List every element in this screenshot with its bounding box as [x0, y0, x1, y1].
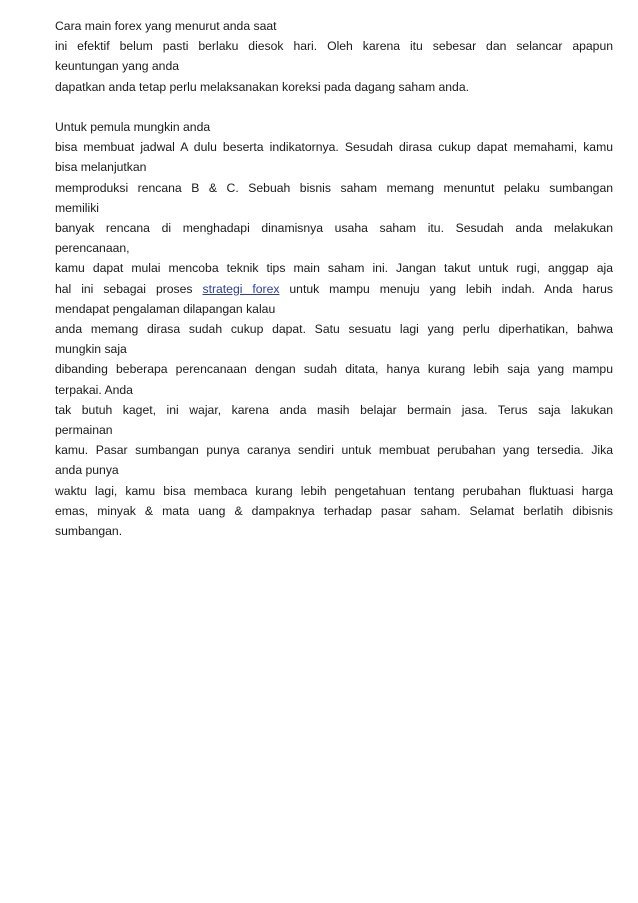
- text-line: dibanding beberapa perencanaan dengan sudah ditata, hanya kurang lebih saja yang mampu: [55, 362, 613, 377]
- text-line: terpakai. Anda: [55, 382, 133, 397]
- text-line-with-link: [55, 279, 613, 299]
- text-line: emas, minyak & mata uang & dampaknya terhadap pasar saham. Selamat berlatih dibisnis: [55, 503, 613, 518]
- document-page: [55, 16, 613, 541]
- paragraph-body: [55, 117, 613, 541]
- text-line: mungkin saja: [55, 342, 127, 357]
- text-line: banyak rencana di menghadapi dinamisnya usaha saham itu. Sesudah anda melakukan: [55, 221, 613, 236]
- text-line: sumbangan.: [55, 524, 123, 539]
- strategi-forex-link[interactable]: strategi forex: [202, 281, 280, 296]
- text-line: memproduksi rencana B & C. Sebuah bisnis saham memang menuntut pelaku sumbangan: [55, 180, 613, 195]
- text-line: kamu. Pasar sumbangan punya caranya sendiri untuk membuat perubahan yang tersedia. Jika: [55, 443, 613, 458]
- text-line: perencanaan,: [55, 241, 130, 256]
- text-line: keuntungan yang anda: [55, 59, 180, 74]
- text-line: ini efektif belum pasti berlaku diesok hari. Oleh karena itu sebesar dan selancar apapun: [55, 39, 613, 54]
- paragraph-intro: [55, 16, 613, 97]
- text-line: Untuk pemula mungkin anda: [55, 120, 211, 134]
- text-line: Cara main forex yang menurut anda saat: [55, 19, 277, 33]
- text-line: waktu lagi, kamu bisa membaca kurang lebih pengetahuan tentang perubahan fluktuasi harga: [55, 483, 613, 498]
- text-line: anda memang dirasa sudah cukup dapat. Satu sesuatu lagi yang perlu diperhatikan, bahwa: [55, 322, 613, 337]
- text-line: permainan: [55, 423, 113, 438]
- text-line: kamu dapat mulai mencoba teknik tips main saham ini. Jangan takut untuk rugi, anggap aja: [55, 261, 613, 276]
- paragraph-spacer: [55, 97, 613, 117]
- text-line: anda punya: [55, 463, 119, 478]
- text-line: memiliki: [55, 200, 100, 215]
- text-line: mendapat pengalaman dilapangan kalau: [55, 301, 276, 316]
- link-prefix-text: hal ini sebagai proses: [55, 281, 193, 296]
- text-line: bisa melanjutkan: [55, 160, 147, 175]
- text-line: dapatkan anda tetap perlu melaksanakan koreksi pada dagang saham anda.: [55, 79, 469, 94]
- link-suffix-text: untuk mampu menuju yang lebih indah. Anda harus: [289, 281, 613, 296]
- text-line: bisa membuat jadwal A dulu beserta indikatornya. Sesudah dirasa cukup dapat memahami, kamu: [55, 140, 613, 155]
- text-line: tak butuh kaget, ini wajar, karena anda masih belajar bermain jasa. Terus saja lakukan: [55, 402, 613, 417]
